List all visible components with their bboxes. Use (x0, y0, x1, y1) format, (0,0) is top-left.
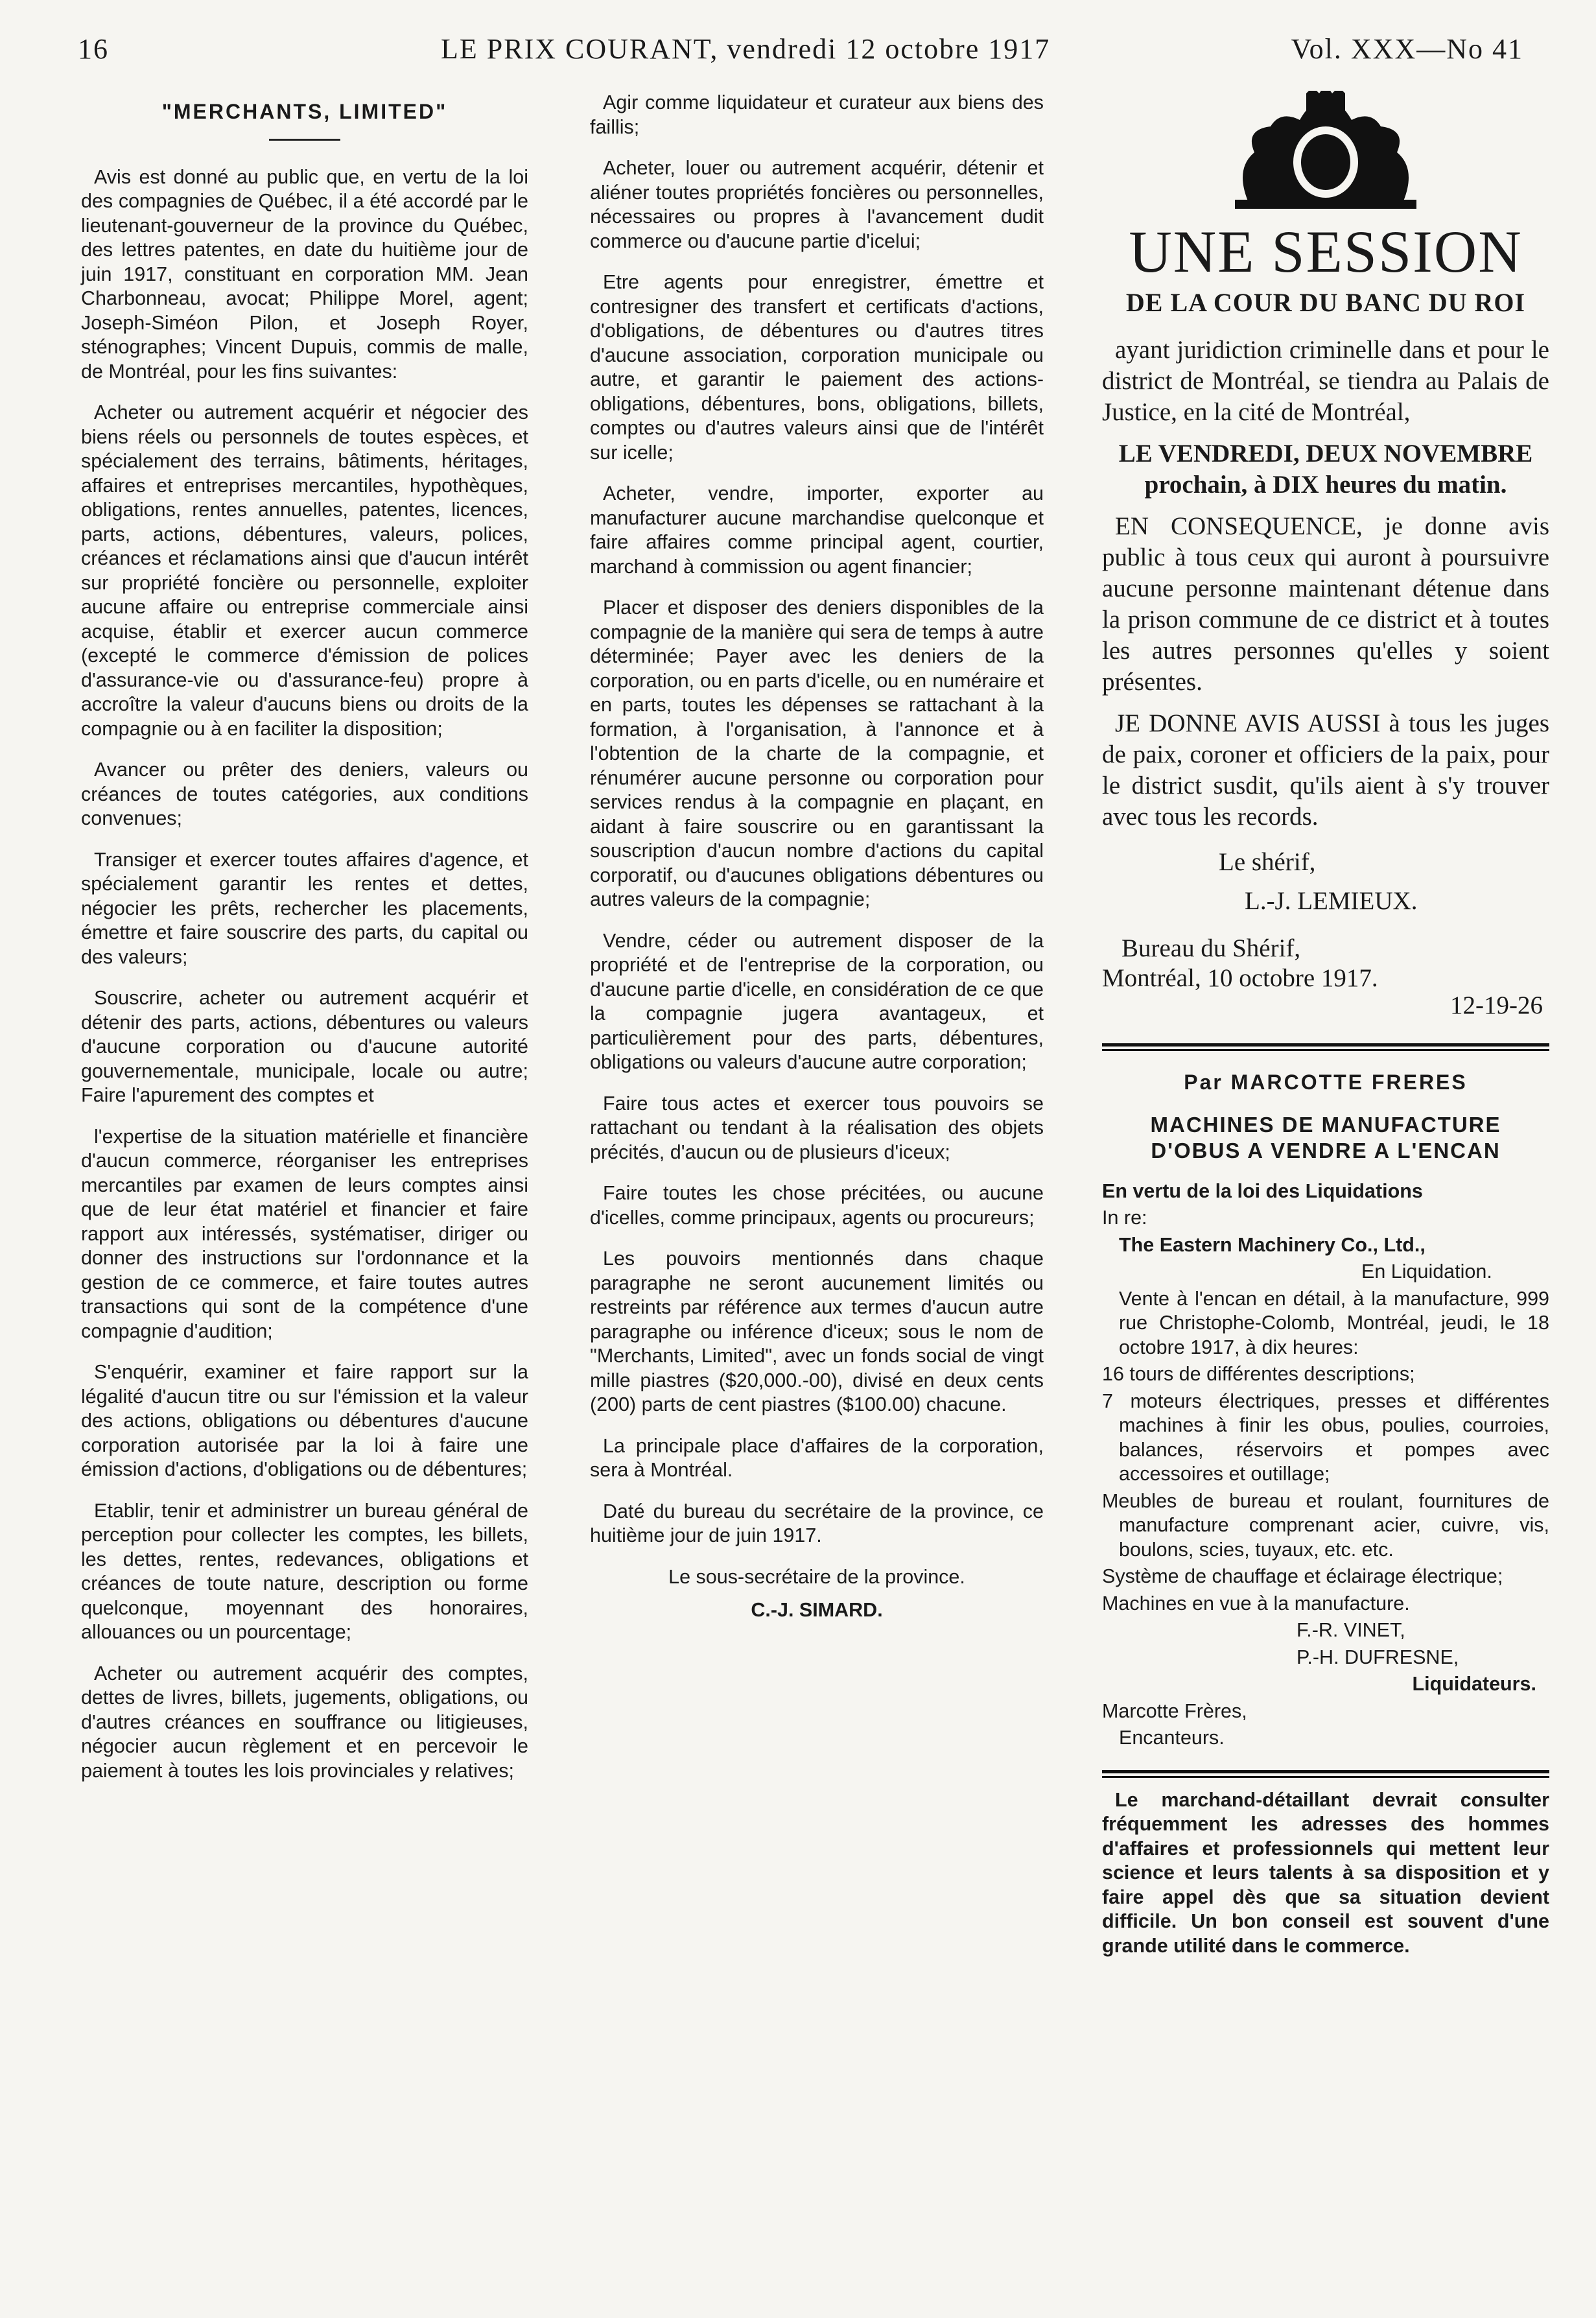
paragraph: Daté du bureau du secrétaire de la province, ce huitième jour de juin 1917. (590, 1500, 1044, 1546)
paragraph: Souscrire, acheter ou autrement acquérir et détenir des parts, actions, débentures ou valeurs d'aucune corporation ou d'aucune autorité gouvernementale, municipale, locale ou autre; Faire l'apurement des comptes et (81, 987, 528, 1106)
page-header (78, 26, 1523, 78)
paragraph: La principale place d'affaires de la corporation, sera à Montréal. (590, 1434, 1044, 1481)
bureau-date: Montréal, 10 octobre 1917. (1102, 964, 1378, 992)
publication-title: LE PRIX COURANT, vendredi 12 octobre 1917 (441, 33, 1051, 65)
divider (1102, 1776, 1549, 1778)
paragraph: Placer et disposer des deniers disponibles de la compagnie de la manière qui sera de temps à autre déterminée; Payer avec les deniers de la corporation, ou en parts d'icelle, ou en numéraire et en parts, toutes les dépenses se rattachant à la formation, à l'organisation, à l'annonce et à l'obtention de la charte de la compagnie, et rénumérer aucune personne ou corporation pour services rendus à la compagnie en plaçant, en aidant à faire souscrire ou en garantissant la souscription d'aucun nombre d'actions du capital corporatif, ou d'aucunes obligations débentures ou autres valeurs de la compagnie; (590, 597, 1044, 910)
paragraph: Transiger et exercer toutes affaires d'agence, et spécialement garantir les rentes et dettes, négocier les prêts, rechercher les placements, émettre et faire souscrire des parts, du capital ou des valeurs; (81, 848, 528, 968)
auction-status: En Liquidation. (1361, 1260, 1492, 1283)
auction-sale: Vente à l'encan en détail, à la manufacture, 999 rue Christophe-Colomb, Montréal, jeudi, le 18 octobre 1917, à dix heures: (1119, 1287, 1549, 1358)
session-subtitle: DE LA COUR DU BANC DU ROI (1125, 288, 1526, 317)
signature-name: C.-J. SIMARD. (751, 1599, 883, 1621)
paragraph: Avancer ou prêter des deniers, valeurs ou créances de toutes catégories, aux conditions convenues; (81, 759, 528, 829)
auction-heading-line: MACHINES DE MANUFACTURE (1150, 1112, 1501, 1137)
auction-in-re: In re: (1102, 1207, 1147, 1229)
auctioneer-name: Marcotte Frères, (1102, 1699, 1247, 1722)
auction-heading (1102, 1112, 1549, 1164)
paragraph: Acheter, louer ou autrement acquérir, détenir et aliéner toutes propriétés foncières ou personnelles, nécessaires ou propres à l'avancement dudit commerce ou d'aucune partie d'icelui; (590, 157, 1044, 252)
paragraph: Les pouvoirs mentionnés dans chaque paragraphe ne seront aucunement limités ou restreints par référence aux termes d'aucun autre paragraphe ou inférence d'iceux; sous le nom de "Merchants, Limited", avec un fonds social de vingt mille piastres ($20,000.-00), divisé en deux cents (200) parts de cent piastres ($100.00) chacune. (590, 1248, 1044, 1415)
royal-crest-icon (1209, 91, 1442, 214)
title-divider (269, 139, 340, 141)
auction-item: 16 tours de différentes descriptions; (1102, 1363, 1415, 1385)
auction-heading-line: D'OBUS A VENDRE A L'ENCAN (1151, 1138, 1501, 1163)
auction-law: En vertu de la loi des Liquidations (1102, 1179, 1423, 1202)
reference-number: 12-19-26 (1450, 991, 1543, 1019)
notice-paragraph: JE DONNE AVIS AUSSI à tous les juges de paix, coroner et officiers de la paix, pour le district susdit, qu'ils aient à s'y trouver avec tous les records. (1102, 709, 1549, 831)
bureau-line: Bureau du Shérif, (1121, 934, 1301, 962)
paragraph: Etablir, tenir et administrer un bureau général de perception pour collecter les comptes, les billets, les dettes, rentes, redevances, obligations et créances de toute nature, description ou forme quelconque, moyennant des honoraires, allouances ou un pourcentage; (81, 1499, 528, 1643)
divider (1102, 1049, 1549, 1051)
auctioneer-label: Encanteurs. (1119, 1727, 1225, 1749)
page-number: 16 (78, 33, 109, 65)
paragraph: Faire toutes les chose précitées, ou aucune d'icelles, comme principaux, agents ou procureurs; (590, 1182, 1044, 1229)
session-title: UNE SESSION (1129, 219, 1523, 285)
auction-item: Machines en vue à la manufacture. (1102, 1592, 1410, 1614)
paragraph: Etre agents pour enregistrer, émettre et contresigner des transfert et certificats d'actions, d'obligations, de débentures ou d'autres titres d'aucune association, corporation municipale ou autre, et garantir le paiement des actions-obligations, débentures, bons, obligations, billets, comptes ou d'autres valeurs ainsi que de l'intérêt sur icelle; (590, 271, 1044, 464)
auction-company: The Eastern Machinery Co., Ltd., (1119, 1233, 1426, 1256)
notice-title: "MERCHANTS, LIMITED" (161, 100, 448, 123)
consequence-paragraph: EN CONSEQUENCE, je donne avis public à tous ceux qui auront à poursuivre aucune personne maintenant détenue dans la prison commune de ce district et à toutes les autres personnes qu'elles y soient présentes. (1102, 512, 1549, 696)
signature-title: Le sous-secrétaire de la province. (668, 1565, 965, 1588)
auction-item: Système de chauffage et éclairage électrique; (1102, 1565, 1503, 1587)
auction-item: 7 moteurs électriques, presses et différentes machines à finir les obus, poulies, courroies, balances, réservoirs et pompes avec accessoires et outillage; (1102, 1390, 1549, 1485)
sheriff-name: L.-J. LEMIEUX. (1245, 886, 1418, 915)
liquidator-name: F.-R. VINET, (1297, 1619, 1405, 1641)
paragraph: Faire tous actes et exercer tous pouvoirs se rattachant ou tendant à la réalisation des objets précités, d'aucun ou de plusieurs d'iceux; (590, 1092, 1044, 1163)
column-merchants-continued (590, 91, 1044, 1623)
auction-notice (1102, 1179, 1549, 1751)
divider (1102, 1770, 1549, 1773)
paragraph: Acheter ou autrement acquérir et négocier des biens réels ou personnels de toutes espèces, et spécialement des terrains, bâtiments, héritages, affaires et entreprises mercantiles, hypothèques, obligations, rentes annuelles, patentes, licences, parts, actions, débentures, valeurs, polices, créances et réclamations ainsi que d'aucun intérêt sur propriété foncière ou personnelle, exploiter aucune affaire ou entreprise commerciale ainsi acquise, établir et exercer aucun commerce (excepté le commerce d'émission de polices d'assurance-vie ou d'assurance-feu) propre à accroître la valeur d'aucuns biens ou droits de la compagnie ou à en faciliter la disposition; (81, 401, 528, 740)
paragraph: Avis est donné au public que, en vertu de la loi des compagnies de Québec, il a été accordé par le lieutenant-gouverneur de la province du Québec, des lettres patentes, en date du huitième jour de juin 1917, constituant en corporation MM. Jean Charbonneau, avocat; Philippe Morel, agent; Joseph-Siméon Pilon, et Joseph Royer, sténographes; Vincent Dupuis, commis de malle, de Montréal, pour les fins suivantes: (81, 165, 528, 383)
liquidators-label: Liquidateurs. (1412, 1673, 1536, 1695)
session-date: LE VENDREDI, DEUX NOVEMBRE prochain, à DIX heures du matin. (1118, 439, 1533, 499)
paragraph: Agir comme liquidateur et curateur aux biens des faillis; (590, 91, 1044, 138)
divider (1102, 1043, 1549, 1047)
paragraph: S'enquérir, examiner et faire rapport sur la légalité d'aucun titre ou sur l'émission et la valeur des actions, obligations ou débentures d'aucune corporation autorisée par la loi à faire une émission d'actions, d'obligations ou de débentures; (81, 1361, 528, 1480)
column-merchants-limited (81, 91, 528, 1800)
paragraph: Vendre, céder ou autrement disposer de la propriété et de l'entreprise de la corporation, ou d'aucune partie d'icelle, en considération de ce que la compagnie jugera avantageux, et particulièrement pour des parts, débentures, obligations ou valeurs d'aucune autre corporation; (590, 929, 1044, 1073)
paragraph: Acheter ou autrement acquérir des comptes, dettes de livres, billets, jugements, obligations, ou d'autres créances en souffrance ou litigieuses, négocier aucun règlement et en percevoir le paiement à toutes les lois provinciales y relatives; (81, 1662, 528, 1782)
paragraph: Acheter, vendre, importer, exporter au manufacturer aucune marchandise quelconque et faire affaires comme principal agent, courtier, marchand à commission ou agent financier; (590, 482, 1044, 578)
auction-item: Meubles de bureau et roulant, fournitures de manufacture comprenant acier, cuivre, vis, boulons, scies, tuyaux, etc. etc. (1102, 1489, 1549, 1561)
sheriff-title: Le shérif, (1219, 847, 1316, 876)
column-court-session (1102, 91, 1549, 1975)
volume-number: Vol. XXX—No 41 (1291, 33, 1523, 65)
paragraph: l'expertise de la situation matérielle et financière d'aucun commerce, réorganiser les entreprises mercantiles par examen de leurs comptes ainsi que de leur état matériel et financier et faire rapport aux intéressés, systématiser, diriger ou donner des instructions sur l'ordonnance et la gestion de ce commerce, et faire toutes autres transactions qui sont de la compétence d'une compagnie d'audition; (81, 1125, 528, 1342)
liquidator-name: P.-H. DUFRESNE, (1297, 1646, 1459, 1668)
auction-by: Par MARCOTTE FRERES (1184, 1070, 1468, 1094)
session-intro: ayant juridiction criminelle dans et pour le district de Montréal, se tiendra au Palais de Justice, en la cité de Montréal, (1102, 335, 1549, 426)
advice-paragraph: Le marchand-détaillant devrait consulter fréquemment les adresses des hommes d'affaires et professionnels qui mettent leur science et leurs talents à sa disposition et y faire appel dès que sa situation devient difficile. Un bon conseil est souvent d'une grande utilité dans le commerce. (1102, 1788, 1549, 1957)
